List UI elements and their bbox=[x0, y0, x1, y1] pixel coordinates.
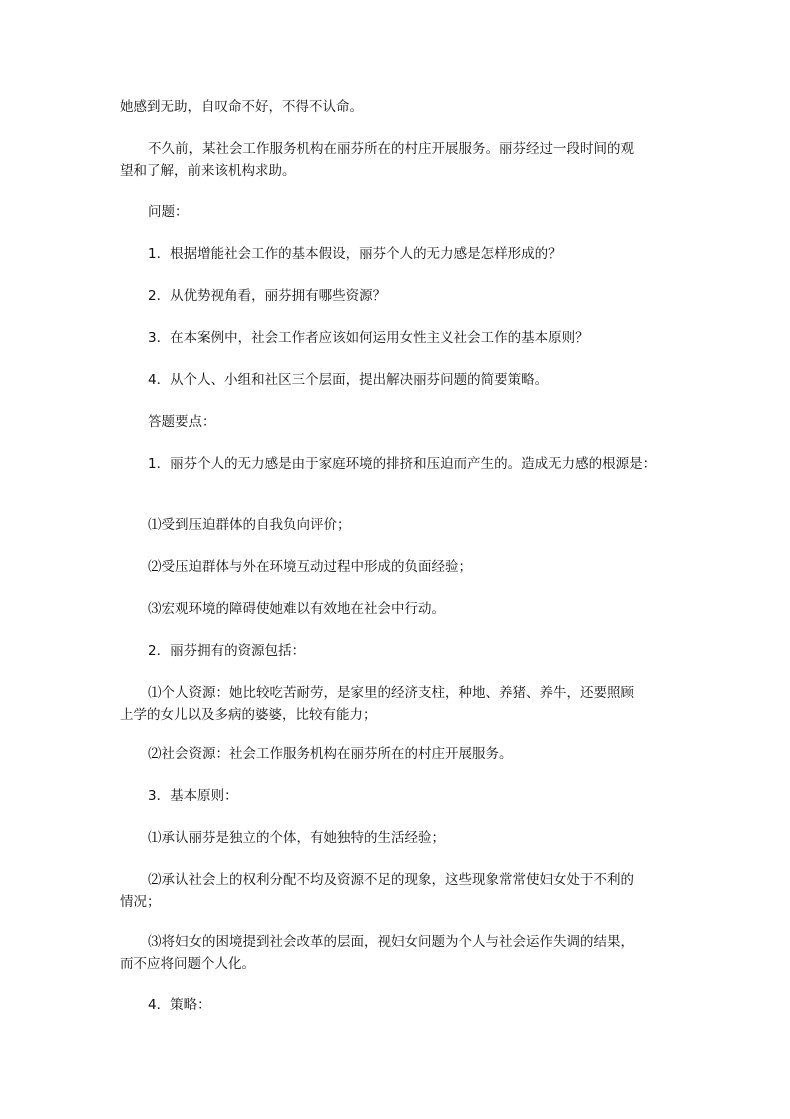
paragraph-agency-service: 不久前，某社会工作服务机构在丽芬所在的村庄开展服务。丽芬经过一段时间的观望和了解，前来该机构求助。 bbox=[120, 141, 634, 179]
answer-3-point-1: ⑴承认丽芬是独立的个体，有她独特的生活经验； bbox=[148, 830, 445, 846]
answer-1-point-3: ⑶宏观环境的障碍使她难以有效地在社会中行动。 bbox=[148, 601, 445, 617]
answer-2: 2．丽芬拥有的资源包括： bbox=[148, 643, 306, 659]
answer-1-point-2: ⑵受压迫群体与外在环境互动过程中形成的负面经验； bbox=[148, 559, 472, 575]
answer-3-point-3: ⑶将妇女的困境提到社会改革的层面，视妇女问题为个人与社会运作失调的结果，而不应将问题个人化。 bbox=[120, 934, 634, 972]
answer-2-point-2: ⑵社会资源：社会工作服务机构在丽芬所在的村庄开展服务。 bbox=[148, 746, 513, 762]
question-3: 3．在本案例中，社会工作者应该如何运用女性主义社会工作的基本原则？ bbox=[148, 330, 589, 346]
answer-4: 4．策略： bbox=[148, 997, 211, 1013]
answer-3: 3．基本原则： bbox=[148, 788, 238, 804]
answer-2-point-1: ⑴个人资源：她比较吃苦耐劳，是家里的经济支柱，种地、养猪、养牛，还要照顾上学的女儿以及多病的婆婆，比较有能力； bbox=[120, 685, 634, 723]
question-2: 2．从优势视角看，丽芬拥有哪些资源？ bbox=[148, 288, 387, 304]
answer-1-point-1: ⑴受到压迫群体的自我负向评价； bbox=[148, 517, 351, 533]
questions-heading: 问题： bbox=[148, 204, 189, 220]
question-4: 4．从个人、小组和社区三个层面，提出解决丽芬问题的简要策略。 bbox=[148, 372, 549, 388]
paragraph-intro-end: 她感到无助，自叹命不好，不得不认命。 bbox=[120, 99, 363, 115]
question-1: 1．根据增能社会工作的基本假设，丽芬个人的无力感是怎样形成的？ bbox=[148, 246, 562, 262]
answer-3-point-2: ⑵承认社会上的权利分配不均及资源不足的现象，这些现象常常使妇女处于不利的情况； bbox=[120, 872, 634, 910]
answer-1: 1．丽芬个人的无力感是由于家庭环境的排挤和压迫而产生的。造成无力感的根源是： bbox=[148, 456, 657, 472]
answer-points-heading: 答题要点： bbox=[148, 414, 216, 430]
